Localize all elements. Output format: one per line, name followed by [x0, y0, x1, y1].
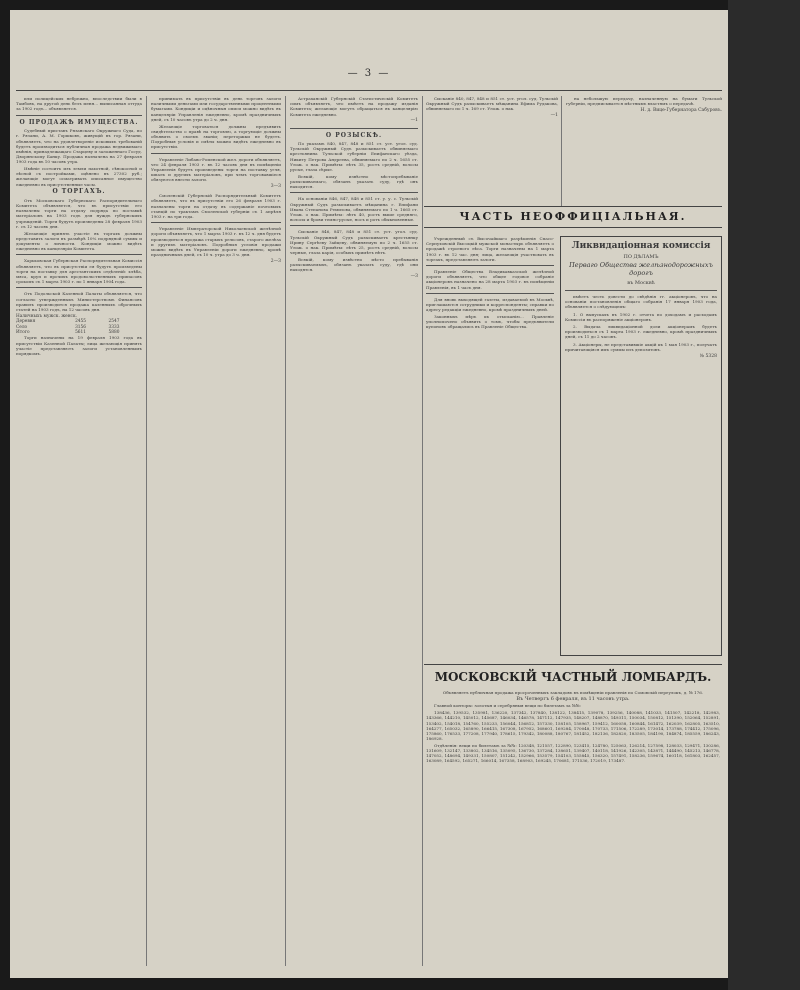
divider: [565, 290, 717, 291]
column-rule: [285, 96, 286, 966]
section-rule: [424, 227, 722, 228]
signature-mark: 3—3: [270, 184, 281, 190]
paragraph: Смоленскій Губернскій Распорядительный Комитетъ объявляетъ, что въ присутствіи его 26 февраля 1903 г. назначены торги на отдачу въ содержаніе почтовыхъ станцій по трактамъ Смоленской губерніи съ 1 апрѣля 1903 г. на три года.: [151, 193, 281, 220]
table-header: Наличныхъ мужск. женск.: [16, 313, 78, 319]
table-row: Деревня 2455 2547: [16, 319, 120, 325]
divider: [290, 128, 418, 129]
signature-line: Н. д. Вице-Губернатора Сабуровъ.: [640, 107, 722, 113]
paragraph: Управленіе Императорской Николаевской желѣзной дороги объявляетъ, что 1 марта 1903 г. въ 12 ч. дня будетъ производиться продажа старыхъ рельсовъ, старого желѣза и другихъ матеріаловъ. Подробныя условія продажи можно видѣть въ Управленіи дороги ежедневно, кромѣ праздничныхъ дней, съ 10 ч. утра до 3 ч. дня.: [151, 226, 281, 258]
ad-title: Ликвидаціонная комиссія: [571, 241, 711, 251]
unofficial-section-title: ЧАСТЬ НЕОФФИЦІАЛЬНАЯ.: [459, 210, 687, 223]
divider: [16, 254, 142, 255]
ad-paragraph: 3. Акціонеры, не представившіе акцій къ 1 мая 1903 г., получатъ причитающіяся имъ суммы изъ депозитовъ.: [565, 341, 717, 352]
lombard-intro: Главной конторы: золотыя и серебряныя вещи по билетамъ за №№:: [434, 703, 581, 709]
column-rule: [422, 96, 423, 966]
header-rule: [16, 90, 722, 91]
population-table: [16, 314, 142, 336]
paragraph: Астраханскій Губернскій Статистическій Комитетъ симъ объявляетъ, что имѣетъ на продажу изданія Комитета; желающіе могутъ обращаться въ канцелярію Комитета ежедневно.: [290, 96, 418, 117]
paragraph: Желающіе принять участіе въ торгахъ должны представить залоги въ размѣрѣ 10% подрядной суммы и документы о личности. Кондиціи можно видѣть ежедневно въ канцеляріи Комитета.: [16, 230, 142, 252]
divider: [290, 225, 418, 226]
paragraph: Судебный приставъ Рязанскаго Окружнаго Суда, по г. Рязани, А. М. Горшковъ, живущій въ гор. Рязани, объявляетъ, что на удовлетвореніе исковыхъ требованій будетъ производиться публичная продажа недвижимаго имѣнія, принадлежащаго Старцеву и заложеннаго Госуд. Дворянскому Банку. Продажа назначена на 27 февраля 1903 года въ 10 часовъ утра.: [16, 128, 142, 165]
scan-edge: [728, 0, 800, 990]
table-row: Село 3156 3333: [16, 324, 120, 330]
paragraph: Торги назначены на 19 февраля 1903 года въ присутствіи Казенной Палаты; лица желающія принять участіе представляютъ залоги установленнымъ порядкомъ.: [16, 335, 142, 356]
paragraph: принимать въ присутствіи въ день торговъ залоги наличными деньгами или государственными процентными бумагами. Кондиціи и оцѣночныя описи можно видѣть въ канцеляріи Управленія ежедневно, кромѣ праздничныхъ дней, съ 10 часовъ утра до 2 ч. дня.: [151, 96, 281, 122]
lombard-subtitle: Объявляетъ публичная продажа просроченныхъ закладовъ въ помѣщеніи правленія по Сомовскій переулокъ, д. № 176.: [442, 690, 704, 695]
paragraph: Желающіе торговаться должны предъявить свидѣтельство о правѣ на торговлю, а торгующіе должны объявить о своемъ званіи; переторжки не будетъ. Подробныя условія и смѣты можно видѣть ежедневно въ присутствіи.: [151, 123, 281, 150]
paragraph: Для вновь выходящей газеты, издаваемой въ Москвѣ, приглашаются сотрудники и корреспонденты; справки по адресу редакціи ежедневно, кромѣ праздничныхъ дней.: [426, 296, 554, 313]
ad-subtitle: ПО ДѢЛАМЪ: [623, 254, 659, 260]
ad-city: въ Москвѣ: [627, 280, 655, 286]
paragraph: Имѣніе состоитъ изъ земли пахотной, сѣнокосной и лѣсной съ постройками, оцѣнено въ 27302 руб.; желающіе могут осматривать описанное имущество ежедневно въ присутственные часы.: [16, 166, 142, 187]
paragraph: Всякій, кому извѣстно мѣстопребываніе разыскиваемаго, обязанъ указать суду, гдѣ онъ находится.: [290, 173, 418, 190]
section-heading-search: О РОЗЫСКѢ.: [325, 131, 383, 139]
liquidation-commission-ad: [560, 236, 722, 656]
ad-paragraph: 2. Выдача ликвидаціонной доли акціонерамъ будетъ производиться съ 1 марта 1903 г. ежедневно, кромѣ праздничныхъ дней, съ 11 до 2 часовъ.: [565, 324, 717, 340]
paragraph: Харьковская Губернская Распорядительная Комиссія объявляетъ, что въ присутствіи ея будутъ произведены торги на поставку для арестантскихъ отдѣленій: хлѣба, мяса, круп и прочихъ продовольственныхъ припасовъ срокомъ съ 1 марта 1903 г. по 1 января 1904 года.: [16, 258, 142, 285]
column-5-top: [566, 96, 722, 196]
column-4-top: [426, 96, 558, 196]
divider: [16, 115, 142, 116]
paragraph: Всякій, кому извѣстно мѣсто пребыванія разыскиваемыхъ, обязанъ указать суду, гдѣ они находятся.: [290, 256, 418, 273]
paragraph: Сысканіе 846, 847, 848 и 851 ст. уст. угол. суд. Тульскій Окружный Судъ разыскиваетъ крестьянку Ирину Сергѣеву Зайцеву, обвиняемую по 2 ч. 1655 ст. Улож. о нак. Примѣты: лѣтъ 25, ростъ средній, волосы черные, глаза карія, особыхъ примѣтъ нѣтъ.: [290, 229, 418, 256]
paragraph: Отъ Подольской Казенной Палаты объявляется, что согласно утвержденныхъ Министерствомъ Финансовъ правилъ производится продажа казенныхъ оброчныхъ статей на 1903 годъ, на 12 часовъ дня.: [16, 291, 142, 312]
ad-number: № 5328: [699, 354, 717, 360]
newspaper-page: [10, 10, 728, 978]
divider: [151, 222, 281, 223]
ticket-numbers: 138436, 139532, 135981, 136220, 137342, 137840, 138122, 138415, 139078, 139256, 140088, 141033, 141507, 142218, 142983, 143366, 144210, 145012, 145687, 146034, 146578, 147112, 147935, 148207, 148870, 149311, 150034, 150812, 151390, 152064, 152891, 153402, 154018, 154760, 155233, 156044, 156812, 157330, 158105, 158967, 159412, 160058, 160844, 161472, 162039, 162805, 163510, 164277, 165032, 165890, 166415, 167308, 167952, 168601, 169284, 170048, 170733, 171506, 172289, 173014, 173788, 174412, 175096, 175860, 176533, 177208, 177940, 178615, 179342, 180088, 180767, 181452, 182136, 182820, 183505, 184190, 184874, 185559, 186243, 186928.: [426, 710, 720, 742]
lombard-notice: [426, 690, 720, 970]
ad-company-name: Перваго Общества желѣзнодорожныхъ дорогъ: [569, 261, 713, 277]
page-number: — 3 —: [347, 68, 391, 79]
paragraph: Правленіе Общества Владикавказской желѣзной дороги объявляетъ, что общее годовое собраніе акціонеровъ назначено на 28 марта 1903 г. въ помѣщеніи Правленія, въ 1 часъ дня.: [426, 269, 554, 290]
section-heading-sale: О ПРОДАЖѢ ИМУЩЕСТВА.: [19, 118, 139, 126]
paragraph: Законныхъ мѣръ къ отысканію... Правленіе уполномочено объявить о томъ, чтобы предъявители купоновъ обращались въ Правленіе Общества.: [426, 313, 554, 330]
paragraph: На основаніи 846, 847, 848 и 851 ст. у. у. с. Тульскій Окружный Судъ разыскиваетъ мѣщанина г. Епифани Ивана Степанова Ремизова, обвиняемаго по 1 ч. 1665 ст. Улож. о нак. Примѣты: лѣтъ 40, ростъ выше средняго, волосы и брови темно-русые, носъ и ротъ обыкновенные.: [290, 196, 418, 223]
lead-paragraph: или полицейских небрежно, впоследствии были в Тамбовъ, на другой день безъ меня... выписанная оттуда за 1902 годъ... объявляется.: [16, 96, 142, 112]
column-1: [16, 96, 142, 966]
ad-paragraph: 1. О выпускахъ въ 1902 г. отчета по доходамъ и расходамъ Комиссіи въ распоряженіе акціонеровъ.: [565, 311, 717, 322]
divider: [290, 192, 418, 193]
divider: [16, 287, 142, 288]
table-row: Итого 5611 5880: [16, 329, 120, 335]
section-rule: [424, 206, 722, 207]
paragraph: на небольшую передачу, назначенную на бумаги Тульской губерніи, предписывается мѣстнымъ властямъ о передачѣ.: [566, 96, 722, 107]
paragraph: Учрежденный съ Высочайшаго разрѣшенія Спасо-Серпуховскій Высоцкій мужской монастырь объявляетъ о продажѣ строевого лѣса. Торги назначены на 1 марта 1903 г. въ 12 час. дня; лица, желающія участвовать въ торгахъ, представляютъ залоги.: [426, 236, 554, 262]
section-heading-auctions: О ТОРГАХЪ.: [52, 188, 106, 196]
column-rule: [561, 96, 562, 206]
signature-mark: —1: [550, 113, 558, 119]
divider: [151, 153, 281, 154]
paragraph: Управленіе Либаво-Роменской жел. дороги объявляетъ, что 24 февраля 1903 г. въ 12 часовъ дня въ помѣщеніи Управленія будутъ произведены торги на поставку угля, шпалъ и другихъ матеріаловъ, при чемъ торговавшіеся обязуются внести залоги.: [151, 156, 281, 183]
signature-mark: —3: [410, 273, 418, 279]
section-rule: [424, 664, 722, 665]
signature-mark: 2—3: [270, 258, 281, 264]
divider: [426, 265, 554, 266]
unofficial-column: [426, 236, 554, 656]
paragraph: По указамъ 840, 847, 848 и 851 ст. уст. угол. суд. Тульскій Окружный Судъ разыскиваетъ обвиняемаго крестьянина Тульской губерніи Епифанскаго уѣзда, Никиту Петрова Андреева, обвиняемаго по 2 ч. 1655 ст. Улож. о нак. Примѣты: лѣтъ 35, ростъ средній, волосы русые, глаза сѣрые.: [290, 141, 418, 173]
column-3: [290, 96, 418, 966]
signature-mark: —1: [410, 118, 418, 124]
divider: [426, 293, 554, 294]
paragraph: Сысканіе 840, 847, 848 и 851 ст. уст. угол. суд. Тульскій Окружный Судъ разыскиваетъ мѣщанина Ефима Рудакова, обвиняемаго по 1 ч. 169 ст. Улож. о нак.: [426, 96, 558, 112]
column-rule: [146, 96, 147, 966]
column-2: [151, 96, 281, 966]
lombard-title: МОСКОВСКІЙ ЧАСТНЫЙ ЛОМБАРДЪ.: [434, 670, 712, 684]
ad-paragraph: имѣетъ честь довести до свѣдѣнія гг. акціонеровъ, что на основаніи постановленія общаго собранія 17 января 1903 года, объявляется о слѣдующемъ:: [565, 294, 717, 310]
lombard-date: Въ Четвергъ 6 февраля, въ 11 часовъ утра.: [516, 695, 630, 702]
ticket-numbers-branches: Отдѣленія: вещи по билетамъ за №№: 120348, 121557, 122890, 123415, 124780, 125063, 126214, 127598, 128033, 129471, 130286, 131609, 132147, 133802, 134516, 135095, 136730, 137284, 138651, 139407, 140118, 141926, 142305, 143871, 144490, 145213, 146778, 147052, 148694, 149331, 150807, 151242, 152966, 153579, 154103, 155845, 156320, 157491, 158236, 159674, 160118, 161803, 162457, 163089, 164592, 165271, 166014, 167358, 168903, 169245, 170681, 171536, 172019, 173487.: [426, 742, 720, 764]
paragraph: Отъ Московскаго Губернскаго Распорядительнаго Комитета объявляется, что въ присутствіи его назначены торги на отдачу подряда по поставкѣ матеріаловъ на 1903 годъ для нуждъ губернскихъ учрежденій. Торги будутъ произведены 28 февраля 1903 г. съ 12 часовъ дня.: [16, 197, 142, 229]
